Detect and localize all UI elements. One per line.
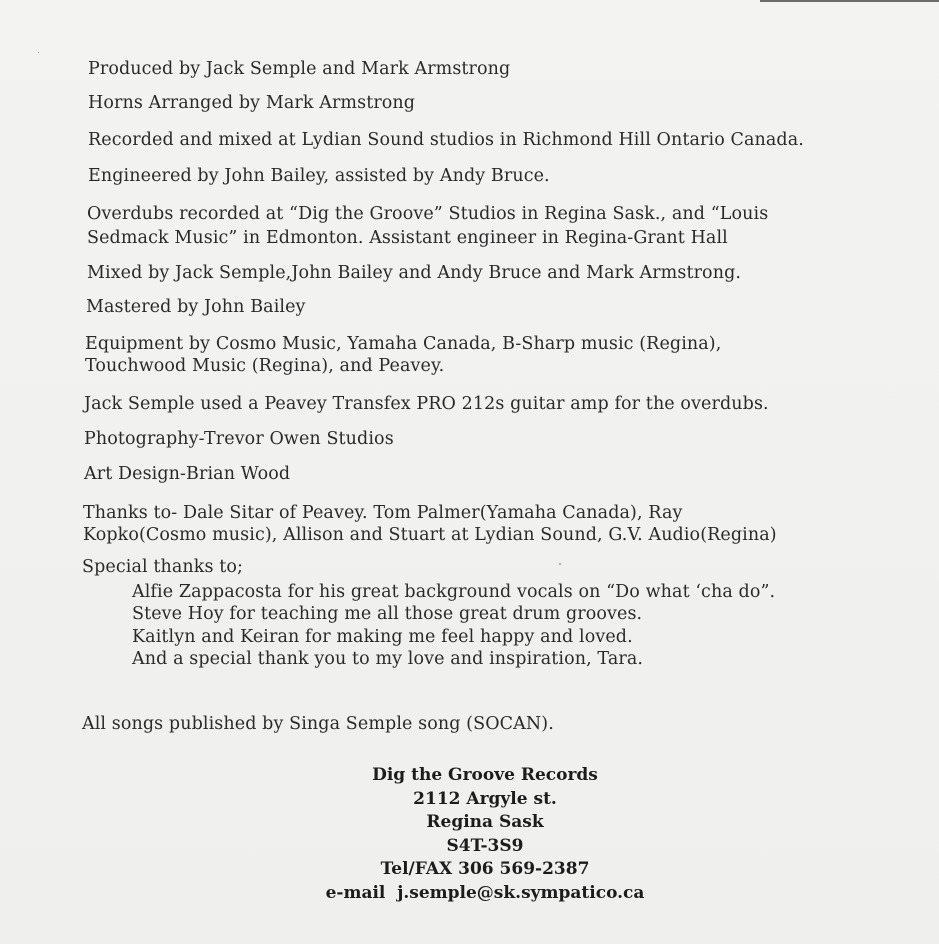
label-email: e-mail j.semple@sk.sympatico.ca (325, 882, 645, 903)
label-city: Regina Sask (426, 812, 544, 832)
label-phone-fax: Tel/FAX 306 569-2387 (380, 859, 590, 879)
publishing-note: All songs published by Singa Semple song (SOCAN). (82, 714, 554, 734)
credit-mastered: Mastered by John Bailey (86, 297, 306, 317)
special-thanks-item: Kaitlyn and Keiran for making me feel happy and loved. (132, 627, 633, 647)
paper-speck (38, 52, 39, 53)
credit-producer: Produced by Jack Semple and Mark Armstrong (88, 59, 511, 79)
credit-thanks-line-1: Thanks to- Dale Sitar of Peavey. Tom Palmer(Yamaha Canada), Ray (83, 503, 683, 523)
special-thanks-item: And a special thank you to my love and inspiration, Tara. (132, 649, 644, 669)
credit-recorded: Recorded and mixed at Lydian Sound studios in Richmond Hill Ontario Canada. (88, 130, 804, 150)
credit-mixed: Mixed by Jack Semple,John Bailey and Andy Bruce and Mark Armstrong. (87, 263, 742, 283)
label-contact-block (300, 764, 670, 905)
special-thanks-item: Steve Hoy for teaching me all those great drum grooves. (132, 604, 643, 624)
credit-engineered: Engineered by John Bailey, assisted by Andy Bruce. (88, 166, 550, 186)
label-name: Dig the Groove Records (372, 765, 598, 785)
special-thanks-item: Alfie Zappacosta for his great background vocals on “Do what ‘cha do”. (132, 582, 776, 602)
credit-art-design: Art Design-Brian Wood (84, 464, 291, 484)
credit-equipment-line-2: Touchwood Music (Regina), and Peavey. (85, 356, 445, 376)
credit-equipment-line-1: Equipment by Cosmo Music, Yamaha Canada, B-Sharp music (Regina), (85, 334, 722, 354)
special-thanks-heading: Special thanks to; (82, 557, 243, 577)
label-postal-code: S4T-3S9 (446, 835, 524, 856)
credit-thanks-line-2: Kopko(Cosmo music), Allison and Stuart at Lydian Sound, G.V. Audio(Regina) (83, 525, 777, 545)
credit-overdubs-line-1: Overdubs recorded at “Dig the Groove” Studios in Regina Sask., and “Louis (87, 204, 769, 224)
credit-horns: Horns Arranged by Mark Armstrong (88, 93, 416, 113)
credit-overdubs-line-2: Sedmack Music” in Edmonton. Assistant engineer in Regina-Grant Hall (87, 228, 728, 248)
credit-photography: Photography-Trevor Owen Studios (84, 429, 394, 449)
paper-speck (559, 563, 561, 565)
label-street-address: 2112 Argyle st. (413, 788, 557, 809)
credit-guitar-amp: Jack Semple used a Peavey Transfex PRO 212s guitar amp for the overdubs. (84, 394, 769, 414)
